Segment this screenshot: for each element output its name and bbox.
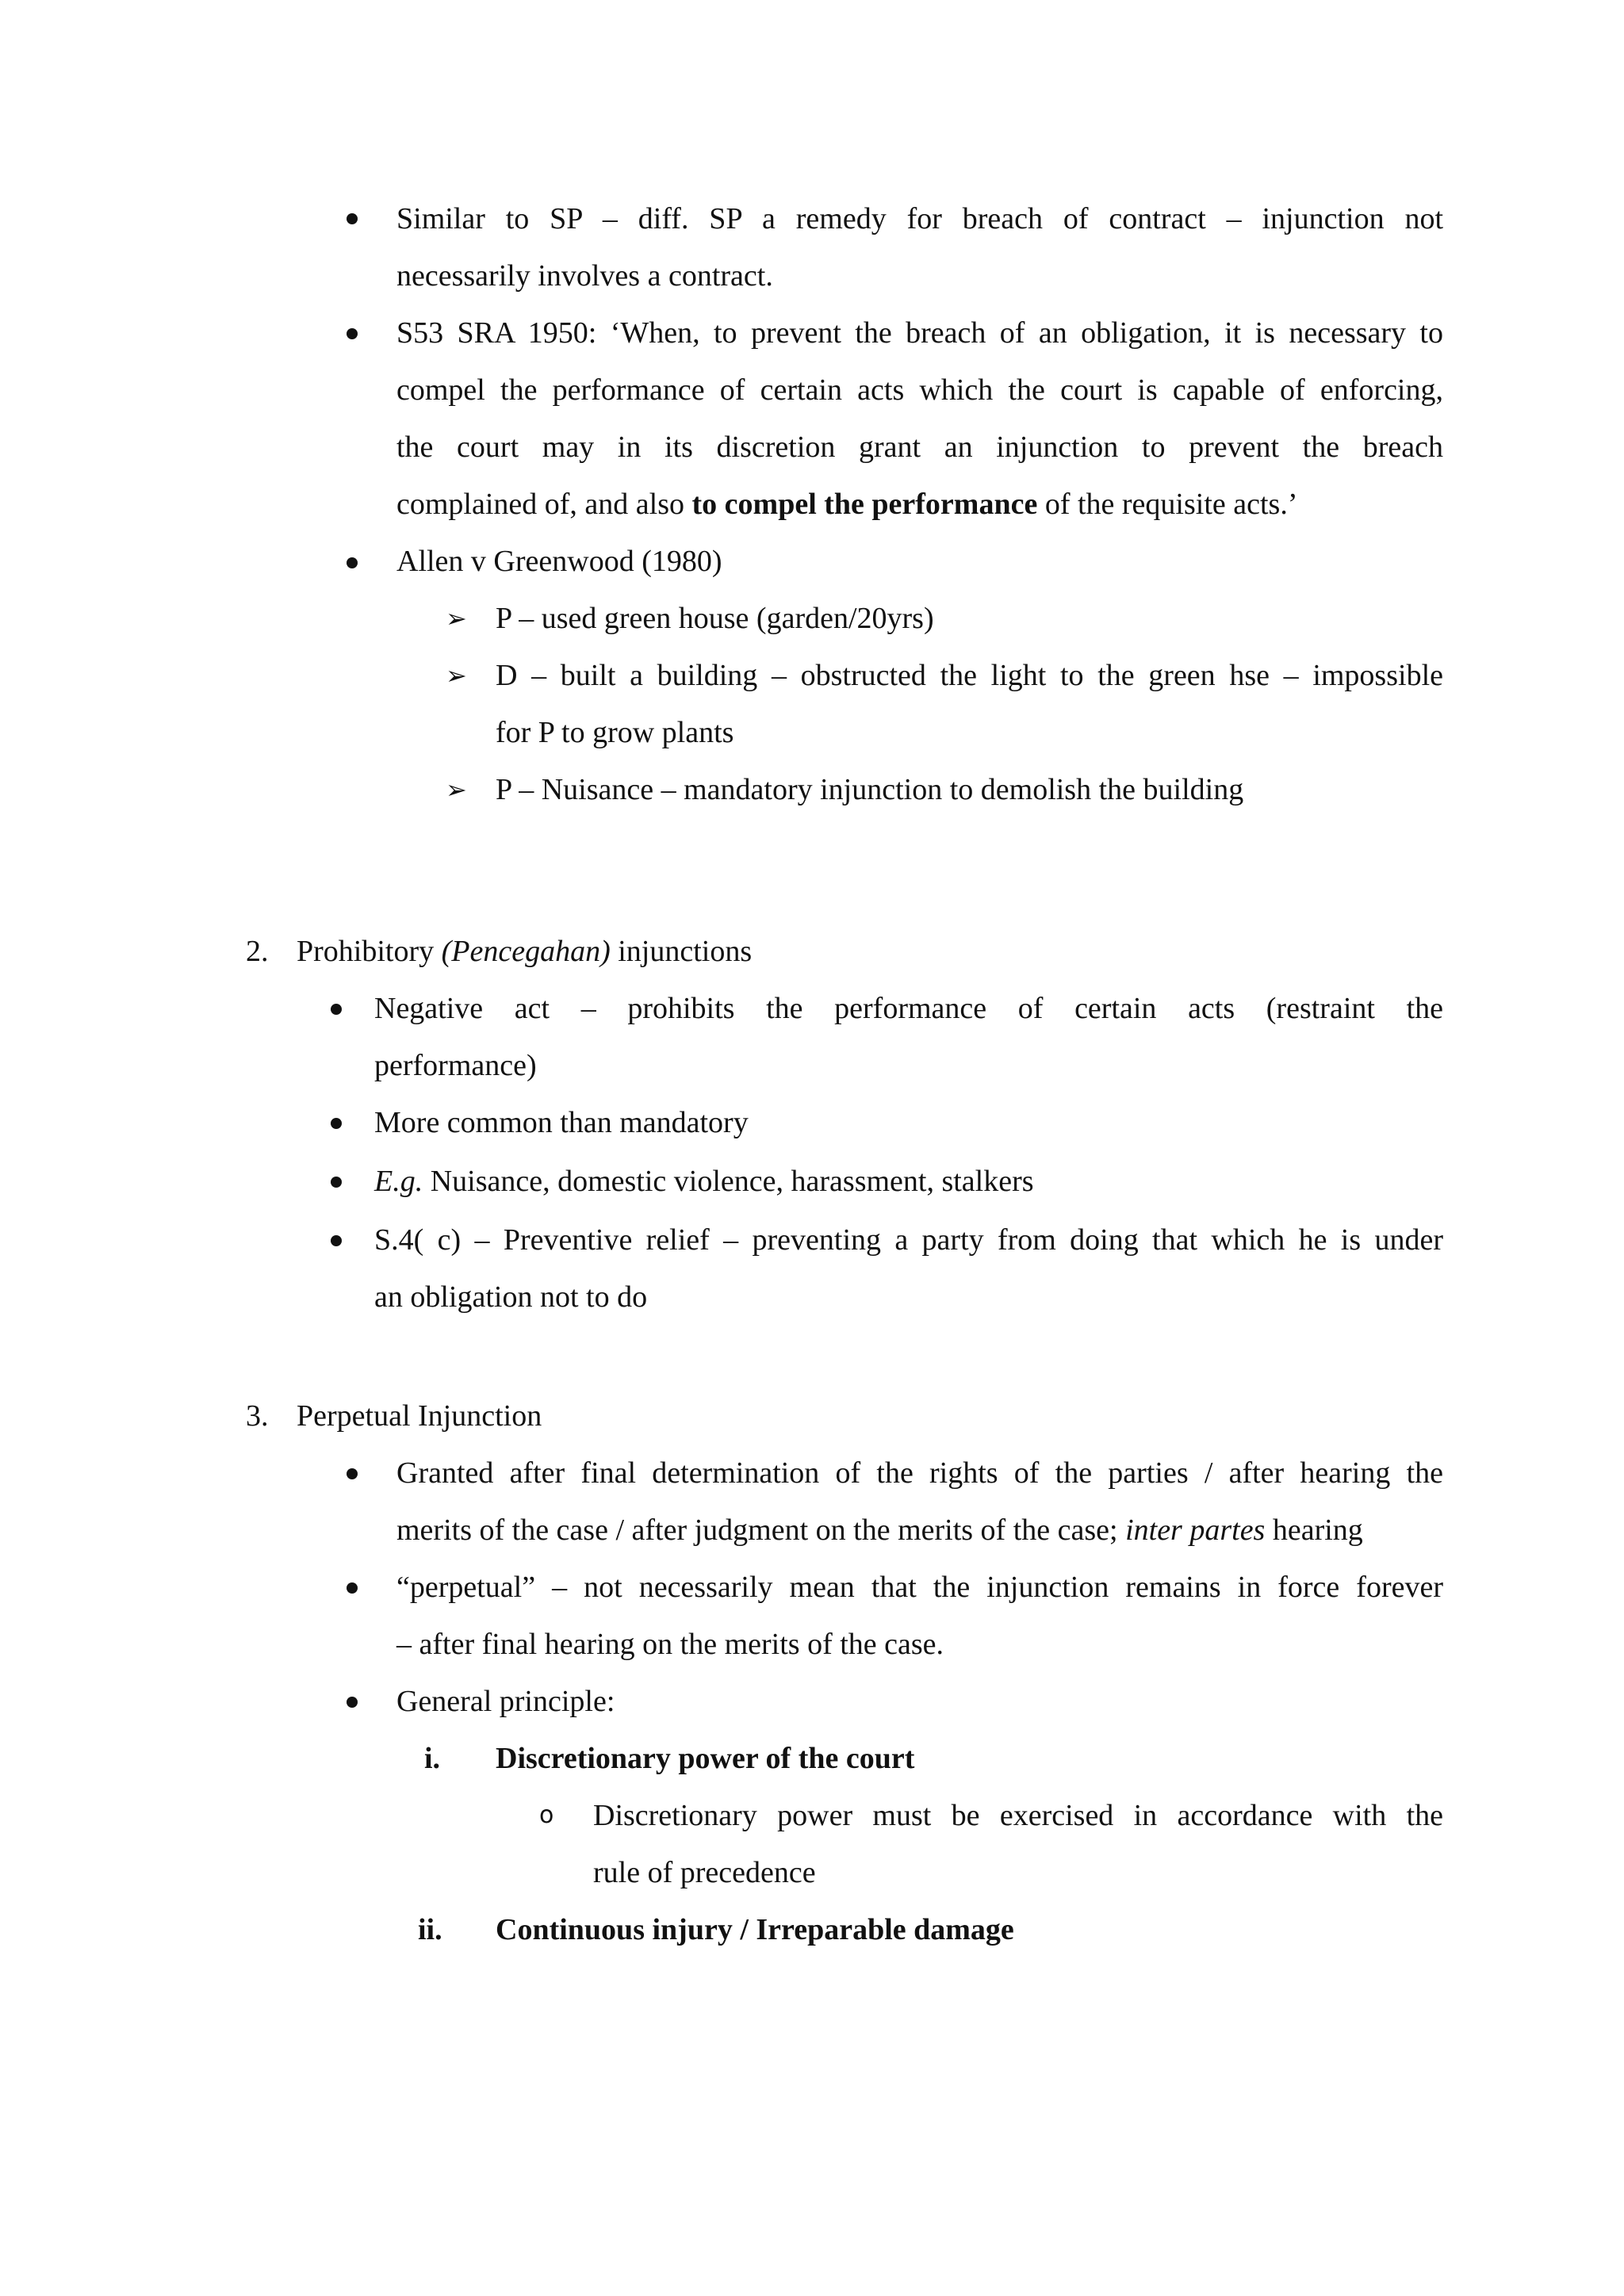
roman-numeral: ii. <box>418 1913 442 1946</box>
section-heading: Perpetual Injunction <box>297 1399 542 1433</box>
bold-emphasis: to compel the performance <box>691 488 1038 521</box>
section-heading <box>297 923 752 980</box>
sub-point-line: Discretionary power must be exercised in accordance with the <box>593 1799 1443 1832</box>
text-run: Nuisance, domestic violence, harassment, stalkers <box>423 1165 1034 1198</box>
sub-point-line: rule of precedence <box>593 1856 816 1889</box>
bullet-text-line: compel the performance of certain acts which the court is capable of enforcing, <box>396 373 1443 407</box>
bullet-dot <box>347 328 358 339</box>
arrow-bullet-icon: ➢ <box>446 660 467 691</box>
bullet-dot <box>347 557 358 568</box>
bullet-dot <box>347 1468 358 1479</box>
bullet-text-line: Similar to SP – diff. SP a remedy for breach of contract – injunction not <box>396 202 1443 235</box>
bullet-text-line: General principle: <box>396 1685 615 1718</box>
bullet-text-line: performance) <box>374 1049 537 1082</box>
bullet-dot <box>347 1697 358 1708</box>
sub-point-line: D – built a building – obstructed the light to the green hse – impossible <box>496 659 1443 692</box>
bullet-text-line: the court may in its discretion grant an injunction to prevent the breach <box>396 430 1443 464</box>
circle-bullet-icon: o <box>539 1801 554 1829</box>
bullet-text-line: necessarily involves a contract. <box>396 259 773 293</box>
bullet-text-line: S.4( c) – Preventive relief – preventing a party from doing that which he is under <box>374 1223 1443 1257</box>
bullet-text-line: – after final hearing on the merits of the case. <box>396 1628 944 1661</box>
bullet-text-line <box>396 476 1297 533</box>
bullet-text-line: S53 SRA 1950: ‘When, to prevent the breach of an obligation, it is necessary to <box>396 316 1443 350</box>
arrow-bullet-icon: ➢ <box>446 775 467 805</box>
section-number: 3. <box>246 1399 269 1433</box>
bullet-dot <box>331 1177 342 1188</box>
bullet-dot <box>347 1582 358 1594</box>
roman-numeral: i. <box>424 1742 441 1775</box>
bullet-text-line: “perpetual” – not necessarily mean that the injunction remains in force forever <box>396 1571 1443 1604</box>
bullet-text-line: an obligation not to do <box>374 1280 648 1314</box>
sub-point-line: P – Nuisance – mandatory injunction to demolish the building <box>496 773 1244 806</box>
principle-title: Discretionary power of the court <box>496 1742 915 1775</box>
principle-title: Continuous injury / Irreparable damage <box>496 1913 1014 1946</box>
bullet-dot <box>331 1235 342 1246</box>
text-run: of the requisite acts.’ <box>1037 488 1298 521</box>
text-run: injunctions <box>610 935 753 968</box>
bullet-dot <box>331 1004 342 1015</box>
bullet-text-line <box>396 1502 1363 1559</box>
text-run: complained of, and also <box>396 488 692 521</box>
bullet-text-line: More common than mandatory <box>374 1106 749 1139</box>
bullet-text-line: Granted after final determination of the rights of the parties / after hearing the <box>396 1456 1443 1490</box>
sub-point-line: for P to grow plants <box>496 716 734 749</box>
bullet-text-line <box>374 1153 1034 1210</box>
arrow-bullet-icon: ➢ <box>446 603 467 633</box>
case-name: Allen v Greenwood (1980) <box>396 545 722 578</box>
bullet-dot <box>347 213 358 224</box>
bullet-dot <box>331 1118 342 1129</box>
text-run: merits of the case / after judgment on the merits of the case; <box>396 1513 1126 1547</box>
sub-point-line: P – used green house (garden/20yrs) <box>496 602 934 635</box>
text-run: hearing <box>1265 1513 1363 1547</box>
italic-term: E.g. <box>374 1165 423 1198</box>
italic-term: inter partes <box>1125 1513 1266 1547</box>
italic-term: (Pencegahan) <box>441 935 611 968</box>
bullet-text-line: Negative act – prohibits the performance of certain acts (restraint the <box>374 992 1443 1025</box>
section-number: 2. <box>246 935 269 968</box>
text-run: Prohibitory <box>297 935 442 968</box>
